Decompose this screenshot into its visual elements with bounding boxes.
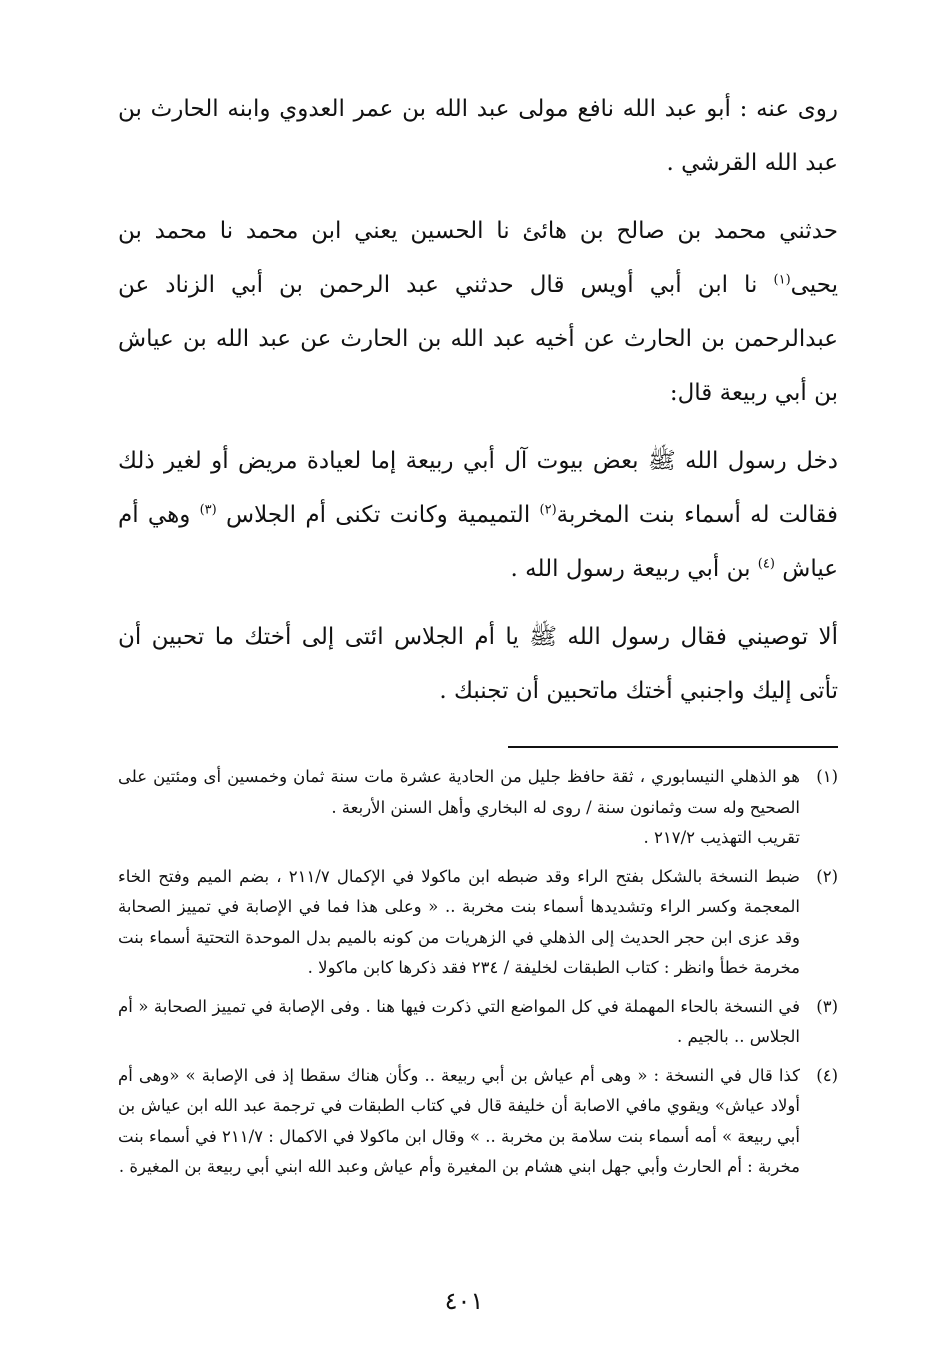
page-number: ٤٠١ (444, 1287, 484, 1315)
footnote-ref-2: (٢) (539, 502, 557, 518)
footnote-3 (118, 992, 838, 1053)
footnote-ref-1: (١) (773, 272, 791, 288)
footnote-text: ضبط النسخة بالشكل بفتح الراء وقد ضبطه ابن ماكولا في الإكمال ٢١١/٧ ، بضم الميم وفتح الخاء المعجمة وكسر الراء وتشديدها أسماء بنت مخربة .. « وعلى هذا فما في الإصابة في تمييز الصحابة وقد عزى ابن حجر الحديث إلى الذهلي في الزهريات من كونه بالميم بدل الموحدة التحتية أسماء بنت مخرمة خطأ وانظر : كتاب الطبقات لخليفة / ٢٣٤ فقد ذكرها كابن ماكولا . (118, 866, 801, 977)
page (118, 82, 838, 1191)
footnote-text: هو الذهلي النيسابوري ، ثقة حافظ جليل من الحادية عشرة مات سنة ثمان وخمسين أى ومئتين على الصحيح وله ست وثمانون سنة / روى له البخاري وأهل السنن الأربعة . (118, 767, 800, 817)
footnote-number: (٢) (816, 866, 838, 886)
footnote-text: كذا قال في النسخة : « وهى أم عياش بن أبي ربيعة .. وكأن هناك سقطا إذ فى الإصابة » «وهى أم أولاد عياش» ويقوي مافي الاصابة أن خليفة قال في كتاب الطبقات في ترجمة عبد الله ابن عياش بن أبي ربيعة » أمه أسماء بنت سلامة بن مخربة .. » وقال ابن ماكولا في الاكمال : ٢١١/٧ في أسماء بنت مخربة : أم الحارث وأبي جهل ابني هشام بن المغيرة وأم عياش وعبد الله ابني أبي ربيعة بن المغيرة . (118, 1065, 800, 1176)
footnote-ref-4: (٤) (757, 556, 775, 572)
paragraph-2-part-a: حدثني محمد بن صالح بن هائئ نا الحسين يعني ابن محمد نا محمد بن يحيى (118, 218, 838, 298)
main-text (118, 82, 838, 718)
footnote-ref-3: (٣) (199, 502, 217, 518)
footnote-2 (118, 862, 838, 984)
paragraph-3-part-c: وهي أم عياش (118, 502, 838, 582)
footnote-number: (٣) (816, 996, 838, 1016)
footnote-citation: تقريب التهذيب ٢١٧/٢ . (643, 828, 800, 847)
footnote-4 (118, 1061, 838, 1183)
paragraph-1: روى عنه : أبو عبد الله نافع مولى عبد الله بن عمر العدوي وابنه الحارث بن عبد الله القرشي . (118, 96, 838, 176)
paragraph-2-part-b: نا ابن أبي أويس قال حدثني عبد الرحمن بن أبي الزناد عن عبدالرحمن بن الحارث عن أخيه عبد الله بن الحارث عن عبد الله بن عياش بن أبي ربيعة قال: (118, 272, 838, 406)
footnote-number: (١) (816, 767, 838, 786)
paragraph-4: ألا توصيني فقال رسول الله ﷺ يا أم الجلاس ائتى إلى أختك ما تحبين أن تأتى إليك واجنبي أختك ماتحبين أن تجنبك . (118, 624, 838, 704)
paragraph-3-part-d: بن أبي ربيعة رسول الله . (510, 556, 758, 582)
footnote-1 (118, 762, 838, 854)
paragraph-3 (118, 434, 838, 596)
paragraph-2 (118, 204, 838, 420)
footnotes (118, 762, 838, 1183)
paragraph-3-part-b: التميمية وكانت تكنى أم الجلاس (216, 502, 540, 528)
footnote-number: (٤) (816, 1065, 838, 1085)
footnote-text: في النسخة بالحاء المهملة في كل المواضع التي ذكرت فيها هنا . وفى الإصابة في تمييز الصحابة « أم الجلاس .. بالجيم . (118, 996, 800, 1046)
paragraph-3-part-a: دخل رسول الله ﷺ بعض بيوت آل أبي ربيعة إما لعيادة مريض أو لغير ذلك فقالت له أسماء بنت المخربة (118, 448, 838, 528)
footnote-divider (508, 746, 838, 748)
